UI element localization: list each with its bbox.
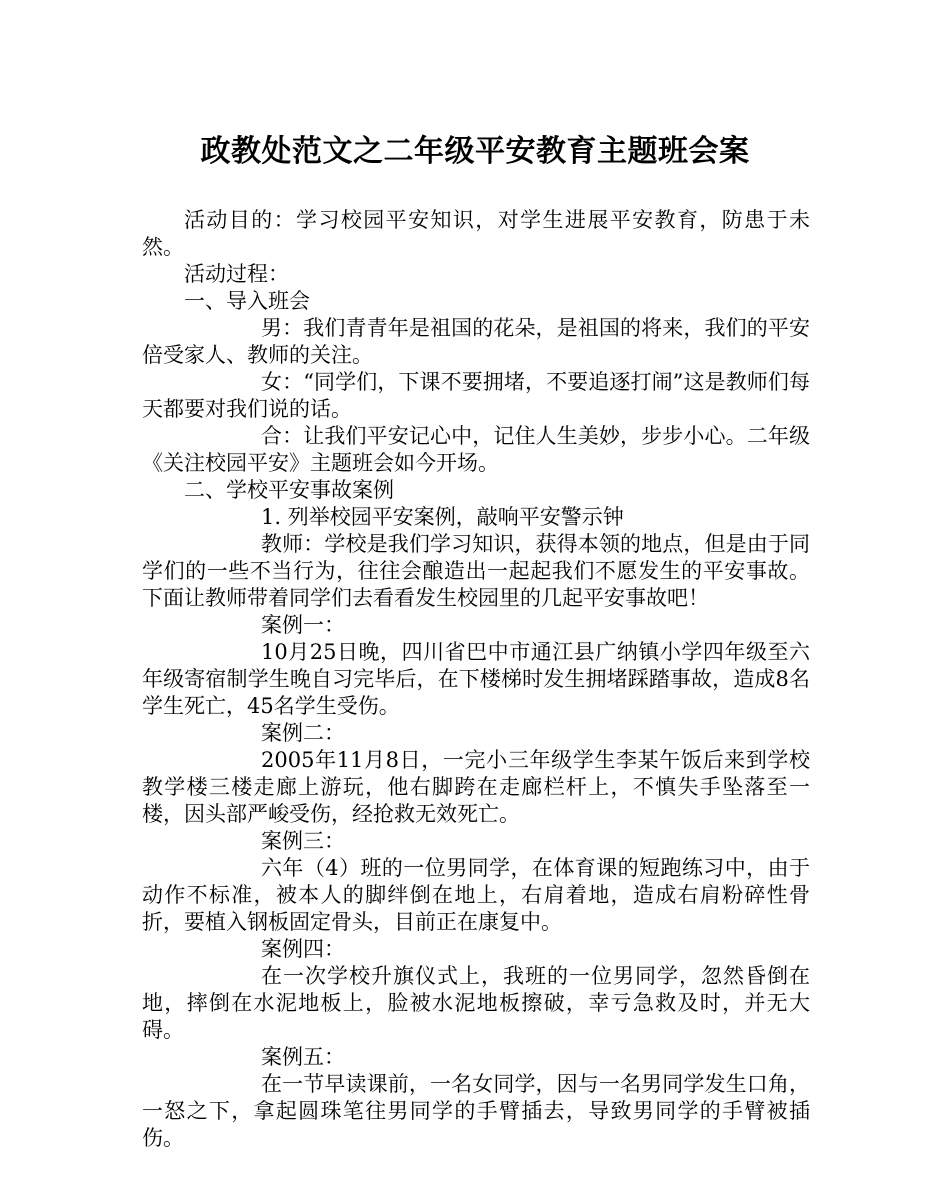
dialogue-together: 合：让我们平安记心中，记住人生美妙，步步小心。二年级《关注校园平安》主题班会如今开场。 [142, 424, 810, 475]
subsection-heading: 1. 列举校园平安案例，敲响平安警示钟 [261, 505, 624, 529]
case-heading-3: 案例三： [261, 829, 345, 853]
section-heading-intro: 一、导入班会 [184, 289, 310, 313]
case-heading-1: 案例一： [261, 613, 345, 637]
teacher-paragraph: 教师：学校是我们学习知识，获得本领的地点，但是由于同学们的一些不当行为，往往会酿造出一起起我们不愿发生的平安事故。下面让教师带着同学们去看看发生校园里的几起平安事故吧！ [142, 532, 810, 610]
document-body [142, 207, 810, 1152]
dialogue-female: 女：“同学们，下课不要拥堵，不要追逐打闹”这是教师们每天都要对我们说的话。 [142, 370, 810, 421]
case-text-3: 六年（4）班的一位男同学，在体育课的短跑练习中，由于动作不标准，被本人的脚绊倒在地上，右肩着地，造成右肩粉碎性骨折，要植入钢板固定骨头，目前正在康复中。 [142, 856, 810, 934]
case-heading-5: 案例五： [261, 1045, 345, 1069]
document-title: 政教处范文之二年级平安教育主题班会案 [200, 134, 750, 169]
process-heading: 活动过程： [184, 262, 289, 286]
case-heading-4: 案例四： [261, 937, 345, 961]
purpose-paragraph: 活动目的：学习校园平安知识，对学生进展平安教育，防患于未然。 [142, 208, 810, 259]
dialogue-male: 男：我们青青年是祖国的花朵，是祖国的将来，我们的平安倍受家人、教师的关注。 [142, 316, 810, 367]
case-text-1: 10月25日晚，四川省巴中市通江县广纳镇小学四年级至六年级寄宿制学生晚自习完毕后，在下楼梯时发生拥堵踩踏事故，造成8名学生死亡，45名学生受伤。 [142, 640, 810, 718]
case-text-4: 在一次学校升旗仪式上，我班的一位男同学，忽然昏倒在地，摔倒在水泥地板上，脸被水泥地板擦破，幸亏急救及时，并无大碍。 [142, 964, 810, 1042]
case-text-5: 在一节早读课前，一名女同学，因与一名男同学发生口角，一怒之下，拿起圆珠笔往男同学的手臂插去，导致男同学的手臂被插伤。 [142, 1072, 810, 1150]
case-text-2: 2005年11月8日，一完小三年级学生李某午饭后来到学校教学楼三楼走廊上游玩，他右脚跨在走廊栏杆上，不慎失手坠落至一楼，因头部严峻受伤，经抢救无效死亡。 [142, 748, 810, 826]
case-heading-2: 案例二： [261, 721, 345, 745]
section-heading-cases: 二、学校平安事故案例 [184, 478, 394, 502]
